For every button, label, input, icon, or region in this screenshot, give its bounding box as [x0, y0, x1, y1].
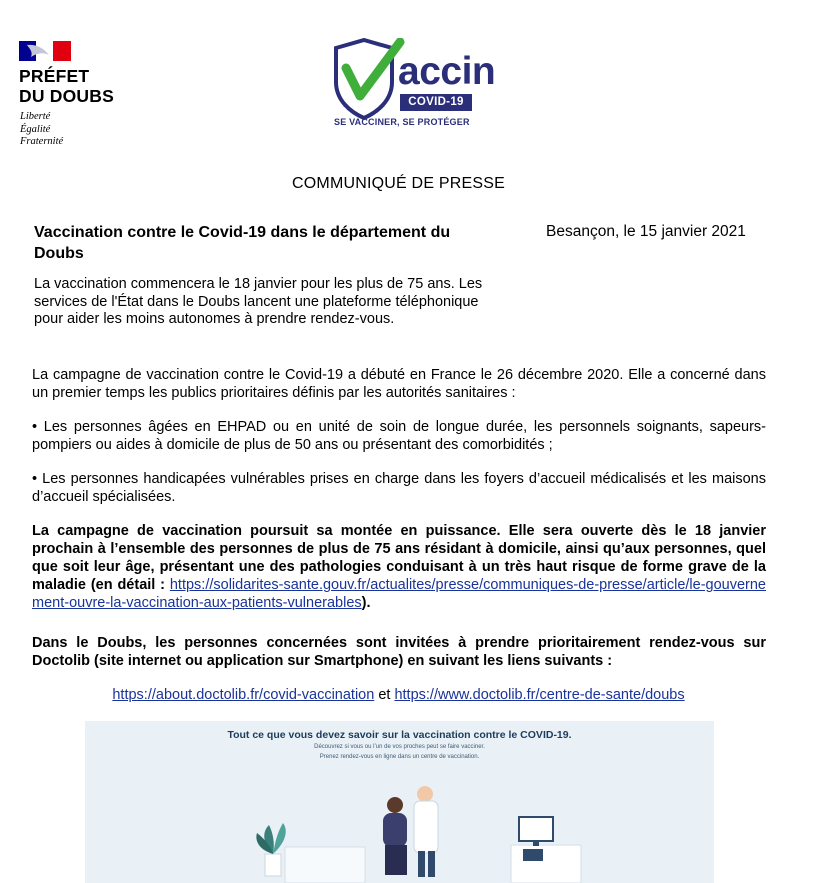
date-line: Besançon, le 15 janvier 2021 — [546, 223, 746, 240]
banner-subtitle-2: Prenez rendez-vous en ligne dans un centre de vaccination. — [319, 754, 480, 760]
campaign-text: La campagne de vaccination poursuit sa montée en puissance. Elle sera ouverte dès le 18 janvier prochain à l’ensemble des personnes de plus de 75 ans résidant à domicile, ainsi qu’aux personnes, quel que soit leur âge, présentant une des pathologies conduisant à un très haut risque de forme grave de la maladie (en détail : — [32, 523, 766, 593]
vaccin-word: accin — [398, 50, 496, 93]
paragraph-doctolib: Dans le Doubs, les personnes concernées sont invitées à prendre prioritairement rendez-vous sur Doctolib (site internet ou application sur Smartphone) en suivant les liens suivants : — [32, 635, 766, 669]
prefecture-name — [19, 66, 114, 106]
paragraph-intro: La campagne de vaccination contre le Covid-19 a débuté en France le 26 décembre 2020. Elle a concerné dans un premier temps les publics prioritaires définis par les autorités sanitaires : — [32, 367, 766, 401]
campaign-text-end: ). — [361, 595, 371, 611]
prefecture-line1: PRÉFET — [19, 66, 90, 86]
bullet-ehpad: • Les personnes âgées en EHPAD ou en unité de soin de longue durée, les personnels soignants, sapeurs-pompiers ou aides à domicile de plus de 50 ans ou présentant des comorbidités ; — [32, 419, 766, 453]
doctolib-banner[interactable] — [85, 721, 714, 883]
lead-paragraph: La vaccination commencera le 18 janvier pour les plus de 75 ans. Les services de l'État dans le Doubs lancent une plateforme téléphonique pour aider les moins autonomes à prendre rendez-vous. — [34, 276, 483, 327]
banner-subtitle-1: Découvrez si vous ou l’un de vos proches peut se faire vacciner. — [314, 744, 485, 750]
motto-liberte: Liberté — [20, 111, 51, 122]
motto-fraternite: Fraternité — [20, 136, 64, 147]
marianne-flag-logo — [19, 41, 71, 61]
covid-badge: COVID-19 — [400, 94, 472, 111]
links-separator: et — [374, 687, 395, 703]
paragraph-campaign — [32, 522, 766, 612]
headline: Vaccination contre le Covid-19 dans le département du Doubs — [34, 224, 451, 262]
doctolib-doubs-link[interactable]: https://www.doctolib.fr/centre-de-sante/doubs — [394, 687, 685, 703]
press-release-title: COMMUNIQUÉ DE PRESSE — [292, 175, 505, 192]
prefecture-line2: DU DOUBS — [19, 86, 114, 106]
doctolib-links — [0, 686, 797, 704]
bullet-handicap: • Les personnes handicapées vulnérables prises en charge dans les foyers d’accueil médicalisés et les maisons d’accueil spécialisées. — [32, 471, 766, 505]
motto-egalite: Égalité — [20, 123, 51, 135]
doctolib-covid-link[interactable]: https://about.doctolib.fr/covid-vaccination — [112, 687, 375, 703]
banner-title: Tout ce que vous devez savoir sur la vaccination contre le COVID-19. — [227, 729, 572, 741]
solidarites-sante-link[interactable]: https://solidarites-sante.gouv.fr/actualites/presse/communiques-de-presse/article/le-gouvernement-ouvre-la-vaccination-aux-patients-vulnerables — [32, 577, 766, 611]
republic-motto — [20, 111, 63, 149]
vaccin-slogan: SE VACCINER, SE PROTÉGER — [334, 117, 470, 127]
